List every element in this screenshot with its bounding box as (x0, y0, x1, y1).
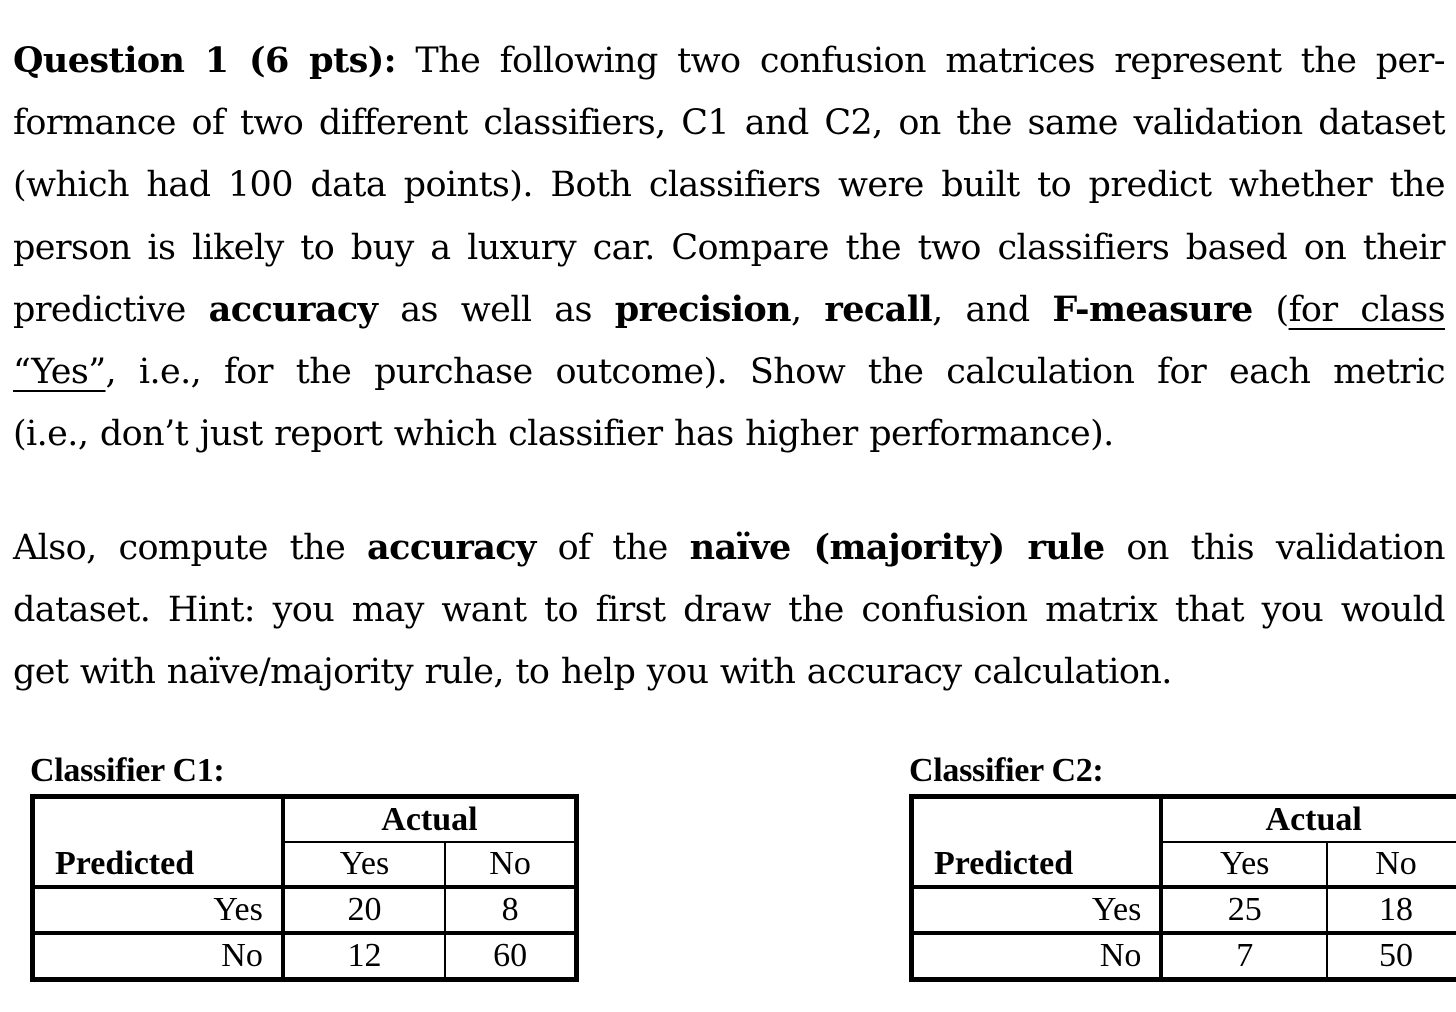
question-line-3: (which had 100 data points). Both classifiers were built to predict whether the (13, 165, 1445, 206)
question-line-6: “Yes”, i.e., for the purchase outcome). Show the calculation for each metric (13, 352, 1445, 393)
question-line-5: predictive accuracy as well as precision, recall, and F-measure (for class (13, 288, 1445, 330)
classifier-c2-caption: Classifier C2: (909, 752, 1104, 789)
confusion-matrix-c1-table (33, 797, 576, 979)
actual-header: Actual (283, 798, 575, 842)
question-paragraph (13, 30, 1445, 465)
matrix-corner (913, 798, 1161, 842)
predicted-yes-label: Yes (34, 887, 283, 933)
also-line-1: Also, compute the accuracy of the naïve (majority) rule on this validation (13, 527, 1445, 568)
cell-yes-no: 8 (445, 887, 575, 933)
cell-no-no: 60 (445, 933, 575, 978)
classifier-c1-caption: Classifier C1: (30, 752, 225, 789)
underlined-yes: “Yes” (13, 352, 106, 393)
question-line-1: Question 1 (6 pts): The following two confusion matrices represent the per- (13, 40, 1445, 81)
actual-no-header: No (445, 842, 575, 887)
question-heading: Question 1 (6 pts): (13, 40, 397, 81)
predicted-yes-label: Yes (913, 887, 1161, 933)
cell-yes-no: 18 (1327, 887, 1456, 933)
confusion-matrix-c2 (909, 794, 1456, 982)
cell-yes-yes: 20 (283, 887, 445, 933)
also-line-3: get with naïve/majority rule, to help you with accuracy calculation. (13, 652, 1172, 693)
confusion-matrix-c2-table (912, 797, 1456, 979)
cell-yes-yes: 25 (1161, 887, 1327, 933)
actual-yes-header: Yes (283, 842, 445, 887)
cell-no-yes: 12 (283, 933, 445, 978)
question-line-2: formance of two different classifiers, C1 and C2, on the same validation dataset (13, 103, 1445, 144)
confusion-matrix-c1 (30, 794, 579, 982)
cell-no-no: 50 (1327, 933, 1456, 978)
also-paragraph (13, 517, 1445, 704)
actual-header: Actual (1161, 798, 1456, 842)
question-line-7: (i.e., don’t just report which classifier has higher performance). (13, 414, 1114, 455)
predicted-header: Predicted (913, 842, 1161, 887)
predicted-no-label: No (913, 933, 1161, 978)
predicted-no-label: No (34, 933, 283, 978)
matrix-corner (34, 798, 283, 842)
predicted-header: Predicted (34, 842, 283, 887)
question-line-4: person is likely to buy a luxury car. Compare the two classifiers based on their (13, 227, 1445, 268)
also-line-2: dataset. Hint: you may want to first draw the confusion matrix that you would (13, 590, 1445, 631)
actual-no-header: No (1327, 842, 1456, 887)
underlined-for-class: for class (1288, 289, 1445, 330)
cell-no-yes: 7 (1161, 933, 1327, 978)
actual-yes-header: Yes (1161, 842, 1327, 887)
